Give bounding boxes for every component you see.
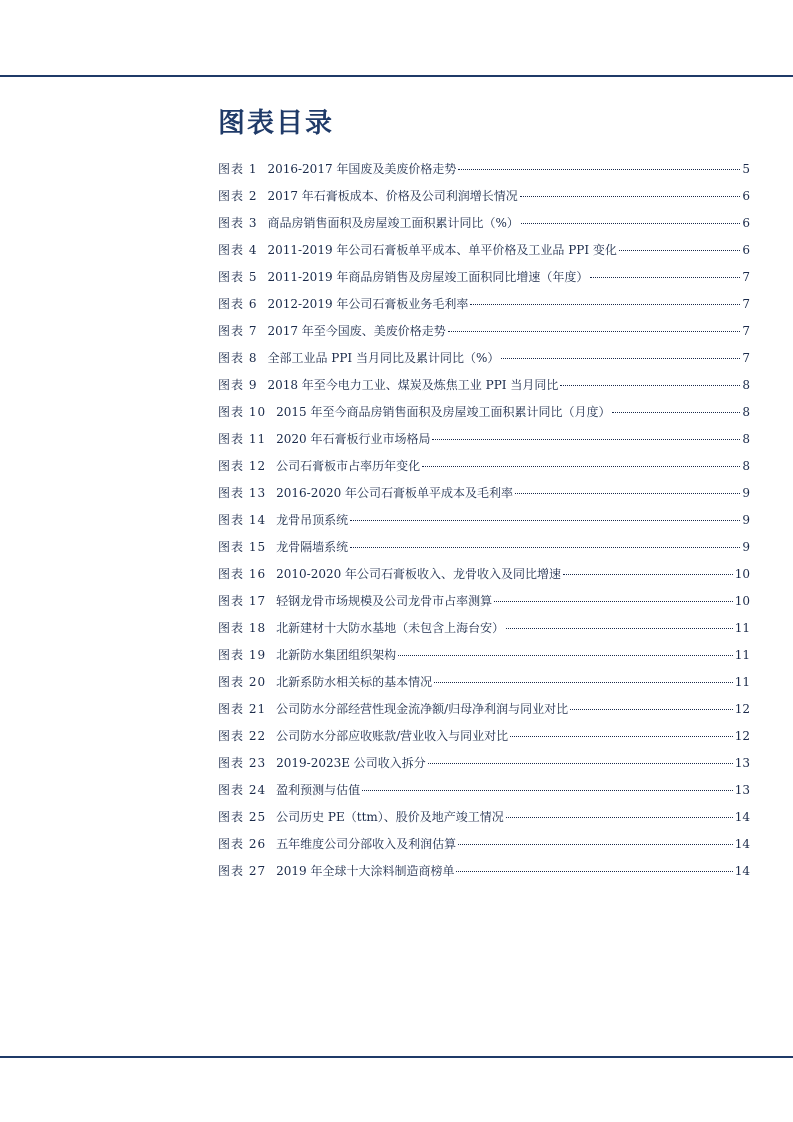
toc-entry-label: 图表 27 — [218, 864, 267, 878]
toc-entry-page: 6 — [742, 216, 750, 230]
toc-entry-title: 2015 年至今商品房销售面积及房屋竣工面积累计同比（月度） — [276, 405, 611, 419]
toc-entry-label: 图表 18 — [218, 621, 267, 635]
toc-entry-label: 图表 10 — [218, 405, 267, 419]
toc-entry-leader — [510, 736, 733, 737]
toc-entry-page: 14 — [734, 864, 750, 878]
toc-entry-title: 2010-2020 年公司石膏板收入、龙骨收入及同比增速 — [276, 567, 562, 581]
toc-entry[interactable] — [218, 700, 750, 727]
toc-entry-label: 图表 26 — [218, 837, 267, 851]
toc-entry-page: 7 — [742, 270, 750, 284]
toc-entry-label: 图表 23 — [218, 756, 267, 770]
toc-entry-page: 8 — [742, 432, 750, 446]
toc-entry-page: 8 — [742, 405, 750, 419]
toc-entry-title: 轻钢龙骨市场规模及公司龙骨市占率测算 — [276, 594, 493, 608]
toc-entry-title: 公司石膏板市占率历年变化 — [276, 459, 421, 473]
toc-entry[interactable] — [218, 484, 750, 511]
toc-entry-leader — [612, 412, 740, 413]
toc-entry-leader — [520, 196, 740, 197]
toc-entry[interactable] — [218, 673, 750, 700]
toc-entry-leader — [398, 655, 733, 656]
toc-entry-label: 图表 22 — [218, 729, 267, 743]
toc-entry-leader — [560, 385, 740, 386]
toc-entry-title: 2019 年全球十大涂料制造商榜单 — [276, 864, 455, 878]
toc-entry-leader — [570, 709, 733, 710]
toc-entry-title: 全部工业品 PPI 当月同比及累计同比（%） — [267, 351, 500, 365]
toc-list — [218, 160, 750, 889]
footer-rule — [0, 1056, 793, 1058]
toc-entry[interactable] — [218, 430, 750, 457]
toc-entry-leader — [350, 520, 740, 521]
toc-entry-leader — [619, 250, 740, 251]
toc-entry-label: 图表 4 — [218, 243, 258, 257]
toc-entry-leader — [434, 682, 733, 683]
toc-entry-label: 图表 19 — [218, 648, 267, 662]
toc-entry-label: 图表 6 — [218, 297, 258, 311]
toc-entry-label: 图表 7 — [218, 324, 258, 338]
toc-entry-leader — [501, 358, 740, 359]
toc-entry[interactable] — [218, 808, 750, 835]
toc-entry-title: 2017 年石膏板成本、价格及公司利润增长情况 — [267, 189, 518, 203]
toc-entry[interactable] — [218, 592, 750, 619]
toc-entry[interactable] — [218, 295, 750, 322]
toc-entry-page: 13 — [734, 783, 750, 797]
toc-entry-leader — [563, 574, 733, 575]
toc-entry-page: 14 — [734, 810, 750, 824]
toc-entry-title: 2019-2023E 公司收入拆分 — [276, 756, 426, 770]
toc-entry-page: 5 — [742, 162, 750, 176]
toc-entry-page: 7 — [742, 324, 750, 338]
toc-entry[interactable] — [218, 835, 750, 862]
toc-entry-label: 图表 14 — [218, 513, 267, 527]
toc-entry-page: 11 — [734, 648, 750, 662]
toc-entry-leader — [350, 547, 740, 548]
toc-entry-title: 2020 年石膏板行业市场格局 — [276, 432, 431, 446]
toc-entry-page: 11 — [734, 621, 750, 635]
toc-entry-page: 9 — [742, 540, 750, 554]
toc-entry-leader — [521, 223, 740, 224]
toc-entry-title: 2012-2019 年公司石膏板业务毛利率 — [267, 297, 469, 311]
toc-entry-page: 8 — [742, 378, 750, 392]
toc-entry-page: 11 — [734, 675, 750, 689]
toc-entry[interactable] — [218, 160, 750, 187]
toc-entry[interactable] — [218, 754, 750, 781]
toc-entry-label: 图表 1 — [218, 162, 258, 176]
toc-entry-label: 图表 21 — [218, 702, 267, 716]
toc-entry[interactable] — [218, 241, 750, 268]
toc-entry[interactable] — [218, 565, 750, 592]
toc-entry[interactable] — [218, 349, 750, 376]
toc-entry-label: 图表 24 — [218, 783, 267, 797]
toc-entry-leader — [470, 304, 740, 305]
toc-entry-leader — [458, 169, 740, 170]
toc-entry-label: 图表 16 — [218, 567, 267, 581]
toc-entry-label: 图表 11 — [218, 432, 267, 446]
toc-entry[interactable] — [218, 457, 750, 484]
toc-entry-leader — [506, 628, 733, 629]
toc-entry[interactable] — [218, 646, 750, 673]
toc-entry-title: 公司防水分部经营性现金流净额/归母净利润与同业对比 — [276, 702, 569, 716]
toc-entry-page: 10 — [734, 567, 750, 581]
toc-entry-leader — [494, 601, 733, 602]
toc-entry-title: 龙骨隔墙系统 — [276, 540, 349, 554]
toc-entry-title: 2018 年至今电力工业、煤炭及炼焦工业 PPI 当月同比 — [267, 378, 559, 392]
toc-entry-label: 图表 17 — [218, 594, 267, 608]
toc-entry-label: 图表 25 — [218, 810, 267, 824]
toc-entry-title: 盈利预测与估值 — [276, 783, 361, 797]
toc-entry-title: 2016-2020 年公司石膏板单平成本及毛利率 — [276, 486, 514, 500]
toc-entry-page: 12 — [734, 729, 750, 743]
toc-entry-label: 图表 2 — [218, 189, 258, 203]
toc-entry-leader — [506, 817, 733, 818]
toc-entry[interactable] — [218, 619, 750, 646]
toc-entry-page: 6 — [742, 189, 750, 203]
toc-entry-title: 公司历史 PE（ttm）、股价及地产竣工情况 — [276, 810, 504, 824]
toc-entry-label: 图表 12 — [218, 459, 267, 473]
toc-entry-leader — [515, 493, 740, 494]
toc-entry-page: 7 — [742, 351, 750, 365]
toc-entry-title: 2011-2019 年公司石膏板单平成本、单平价格及工业品 PPI 变化 — [267, 243, 617, 257]
toc-entry-page: 6 — [742, 243, 750, 257]
toc-entry-title: 五年维度公司分部收入及利润估算 — [276, 837, 457, 851]
toc-entry-leader — [362, 790, 733, 791]
toc-entry[interactable] — [218, 511, 750, 538]
toc-entry-label: 图表 3 — [218, 216, 258, 230]
toc-entry-title: 北新建材十大防水基地（未包含上海台安） — [276, 621, 505, 635]
toc-entry-title: 北新系防水相关标的基本情况 — [276, 675, 433, 689]
toc-entry-page: 10 — [734, 594, 750, 608]
toc-entry-page: 7 — [742, 297, 750, 311]
toc-entry-leader — [456, 871, 732, 872]
toc-entry-title: 北新防水集团组织架构 — [276, 648, 397, 662]
toc-entry-leader — [448, 331, 740, 332]
toc-entry-label: 图表 15 — [218, 540, 267, 554]
toc-entry-label: 图表 8 — [218, 351, 258, 365]
toc-entry-page: 8 — [742, 459, 750, 473]
toc-entry[interactable] — [218, 376, 750, 403]
toc-entry-title: 2016-2017 年国废及美废价格走势 — [267, 162, 457, 176]
page-title: 图表目录 — [218, 108, 334, 139]
toc-entry-leader — [590, 277, 740, 278]
toc-entry[interactable] — [218, 322, 750, 349]
toc-entry-leader — [458, 844, 733, 845]
toc-entry-title: 2011-2019 年商品房销售及房屋竣工面积同比增速（年度） — [267, 270, 589, 284]
toc-entry[interactable] — [218, 403, 750, 430]
toc-entry[interactable] — [218, 727, 750, 754]
toc-entry-page: 9 — [742, 513, 750, 527]
toc-entry[interactable] — [218, 781, 750, 808]
toc-entry-leader — [428, 763, 733, 764]
toc-entry-page: 9 — [742, 486, 750, 500]
toc-entry-title: 公司防水分部应收账款/营业收入与同业对比 — [276, 729, 509, 743]
toc-entry[interactable] — [218, 187, 750, 214]
toc-entry[interactable] — [218, 538, 750, 565]
toc-entry-title: 商品房销售面积及房屋竣工面积累计同比（%） — [267, 216, 519, 230]
toc-entry-title: 龙骨吊顶系统 — [276, 513, 349, 527]
toc-entry-label: 图表 20 — [218, 675, 267, 689]
toc-entry-leader — [432, 439, 740, 440]
toc-entry-page: 13 — [734, 756, 750, 770]
toc-entry-page: 14 — [734, 837, 750, 851]
toc-entry-label: 图表 5 — [218, 270, 258, 284]
toc-entry-leader — [422, 466, 740, 467]
toc-entry[interactable] — [218, 214, 750, 241]
toc-entry[interactable] — [218, 268, 750, 295]
toc-entry-page: 12 — [734, 702, 750, 716]
toc-entry-label: 图表 9 — [218, 378, 258, 392]
toc-entry[interactable] — [218, 862, 750, 889]
header-rule — [0, 75, 793, 77]
toc-entry-label: 图表 13 — [218, 486, 267, 500]
toc-entry-title: 2017 年至今国废、美废价格走势 — [267, 324, 446, 338]
